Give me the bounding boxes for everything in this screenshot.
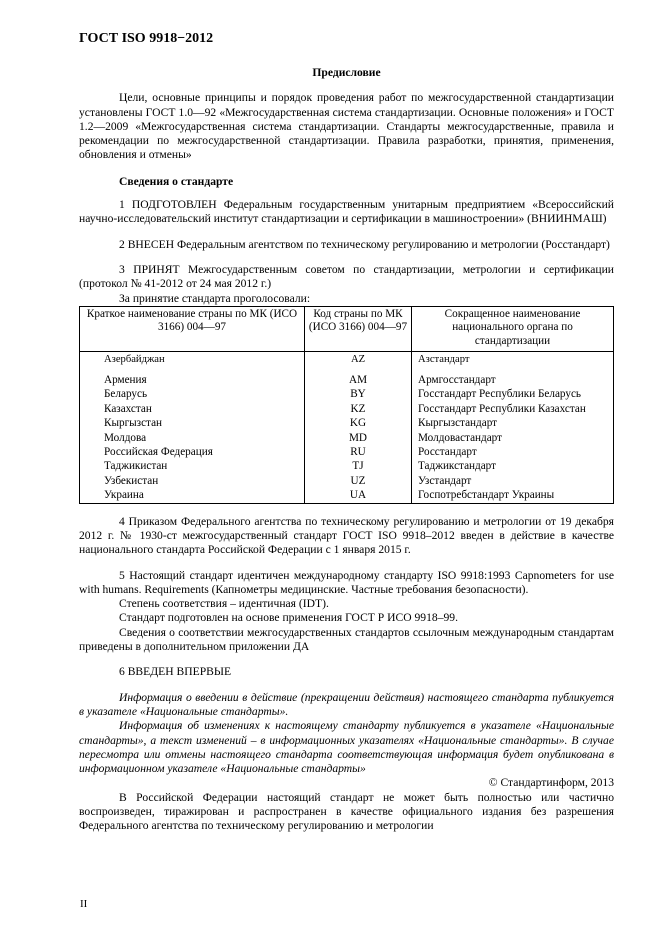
item-4: 4 Приказом Федерального агентства по техническому регулированию и метрологии от 19 декабря 2012 г. № 1930-ст межгосударственный стандарт ГОСТ ISO 9918–2012 введен в действие в качестве национального стандарта Российской Федерации с 1 января 2015 г. — [79, 514, 614, 557]
item-3: 3 ПРИНЯТ Межгосударственным советом по стандартизации, метрологии и сертификации (протокол № 41-2012 от 24 мая 2012 г.) — [79, 262, 614, 291]
org-cell: Таджикстандарт — [412, 459, 614, 473]
org-cell: Госстандарт Республики Казахстан — [412, 402, 614, 416]
table-row — [80, 488, 614, 503]
vote-line: За принятие стандарта проголосовали: — [119, 291, 311, 305]
item-6: 6 ВВЕДЕН ВПЕРВЫЕ — [119, 665, 232, 679]
org-cell: Узстандарт — [412, 474, 614, 488]
table-row — [80, 474, 614, 488]
country-cell: Российская Федерация — [80, 445, 305, 459]
intro-paragraph: Цели, основные принципы и порядок проведения работ по межгосударственной стандартизации установлены ГОСТ 1.0—92 «Межгосударственная система стандартизации. Основные положения» и ГОСТ 1.2—2009 «Межгосударственная система стандартизации. Стандарты межгосударственные, правила и рекомендации по межгосударственной стандартизации. Правила разработки, принятия, применения, обновления и отмены» — [79, 91, 614, 162]
org-cell: Кыргызстандарт — [412, 416, 614, 430]
header-code: Код страны по МК (ИСО 3166) 004—97 — [305, 306, 412, 351]
org-cell: Армгосстандарт — [412, 373, 614, 387]
section-title: Сведения о стандарте — [119, 174, 234, 188]
code-cell: BY — [305, 387, 412, 401]
item-5-degree: Степень соответствия – идентичная (IDT). — [119, 597, 329, 611]
item-1: 1 ПОДГОТОВЛЕН Федеральным государственным унитарным предприятием «Всероссийский научно-исследовательский институт стандартизации и сертификации в машиностроении» (ВНИИНМАШ) — [79, 198, 614, 226]
item-5-basis: Стандарт подготовлен на основе применения ГОСТ Р ИСО 9918–99. — [119, 611, 458, 625]
page-title: Предисловие — [312, 66, 381, 79]
code-cell: KG — [305, 416, 412, 430]
table-row — [80, 402, 614, 416]
page-content — [79, 66, 614, 834]
country-cell: Узбекистан — [80, 474, 305, 488]
item-2: 2 ВНЕСЕН Федеральным агентством по техническому регулированию и метрологии (Росстандарт) — [119, 237, 610, 251]
country-cell: Кыргызстан — [80, 416, 305, 430]
country-cell: Азербайджан — [80, 351, 305, 373]
country-cell: Казахстан — [80, 402, 305, 416]
org-cell: Молдовастандарт — [412, 431, 614, 445]
code-cell: UZ — [305, 474, 412, 488]
org-cell: Азстандарт — [412, 351, 614, 373]
org-cell: Госпотребстандарт Украины — [412, 488, 614, 503]
document-header: ГОСТ ISO 9918−2012 — [79, 31, 214, 46]
table-row — [80, 351, 614, 373]
header-country: Краткое наименование страны по МК (ИСО 3166) 004—97 — [80, 306, 305, 351]
code-cell: KZ — [305, 402, 412, 416]
code-cell: TJ — [305, 459, 412, 473]
country-cell: Беларусь — [80, 387, 305, 401]
code-cell: AZ — [305, 351, 412, 373]
code-cell: RU — [305, 445, 412, 459]
country-cell: Молдова — [80, 431, 305, 445]
page-number: II — [80, 898, 88, 910]
org-cell: Росстандарт — [412, 445, 614, 459]
code-cell: MD — [305, 431, 412, 445]
header-org: Сокращенное наименование национального органа по стандартизации — [412, 306, 614, 351]
org-cell: Госстандарт Республики Беларусь — [412, 387, 614, 401]
table-row — [80, 373, 614, 387]
table-row — [80, 459, 614, 473]
notice-changes: Информация об изменениях к настоящему стандарту публикуется в указателе «Национальные стандарты», а текст изменений – в информационных указателях «Национальные стандарты». В случае пересмотра или отмены настоящего стандарта соответствующая информация будет опубликована в информационном указателе «Национальные стандарты» — [79, 719, 614, 776]
countries-table — [79, 306, 614, 504]
country-cell: Украина — [80, 488, 305, 503]
table-row — [80, 431, 614, 445]
item-5: 5 Настоящий стандарт идентичен международному стандарту ISO 9918:1993 Capnometers for use with humans. Requirements (Капнометры медицинские. Частные требования безопасности). — [79, 568, 614, 596]
code-cell: UA — [305, 488, 412, 503]
table-header-row — [80, 306, 614, 351]
table-row — [80, 416, 614, 430]
table-row — [80, 387, 614, 401]
item-5-info: Сведения о соответствии межгосударственных стандартов ссылочным международным стандартам приведены в дополнительном приложении ДА — [79, 625, 614, 654]
notice-introduction: Информация о введении в действие (прекращении действия) настоящего стандарта публикуется в указателе «Национальные стандарты». — [79, 690, 614, 718]
code-cell: AM — [305, 373, 412, 387]
final-paragraph: В Российской Федерации настоящий стандарт не может быть полностью или частично воспроизведен, тиражирован и распространен в качестве официального издания без разрешения Федерального агентства по техническому регулированию и метрологии — [79, 790, 614, 833]
country-cell: Таджикистан — [80, 459, 305, 473]
country-cell: Армения — [80, 373, 305, 387]
table-row — [80, 445, 614, 459]
copyright: © Стандартинформ, 2013 — [488, 776, 614, 790]
